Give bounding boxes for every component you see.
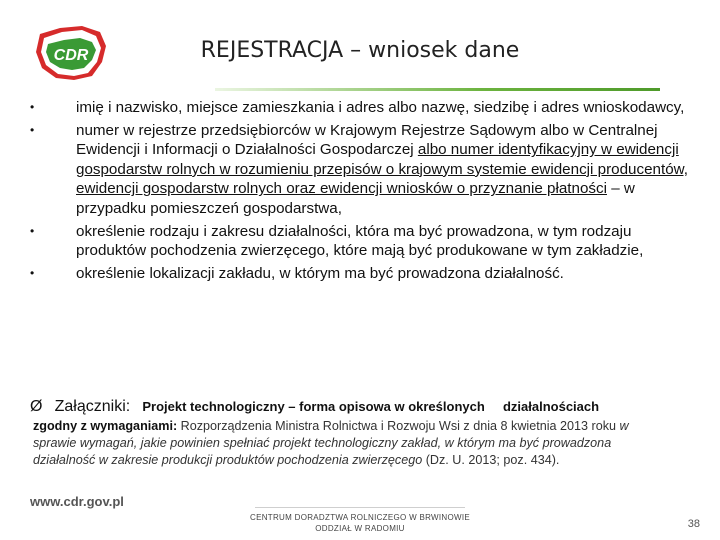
legal-bold: zgodny z wymaganiami: xyxy=(33,419,178,433)
logo-text: CDR xyxy=(53,47,89,64)
list-item xyxy=(30,264,690,284)
title-underline xyxy=(215,88,660,91)
footer-organization xyxy=(230,512,490,534)
footer-line-2: ODDZIAŁ W RADOMIU xyxy=(315,524,405,533)
list-item-text: – w przypadku pomieszczeń gospodarstwa, xyxy=(76,180,635,217)
list-item-text: numer w rejestrze przedsiębiorców w Krajowym Rejestrze Sądowym albo w Centralnej Ewidencji i Informacji o Działalności Gospodarczej xyxy=(76,121,658,159)
legal-part-2: (Dz. U. 2013; poz. 434). xyxy=(422,452,560,467)
bullet-dot-icon: • xyxy=(30,223,35,238)
bullet-dot-icon: • xyxy=(30,122,35,137)
bullet-dot-icon: • xyxy=(30,100,35,114)
legal-reference xyxy=(33,418,673,468)
bullet-dot-icon: • xyxy=(30,265,35,280)
attachments-text-b: działalnościach xyxy=(502,399,600,414)
website-link[interactable]: www.cdr.gov.pl xyxy=(30,494,124,509)
list-item xyxy=(30,222,690,261)
slide-header xyxy=(0,0,720,92)
footer-divider xyxy=(255,507,465,508)
requirements-list xyxy=(30,98,690,286)
list-item-text: albo numer identyfikacyjny w ewidencji gospodarstw rolnych w rozumieniu przepisów o krajowym systemie ewidencji producentów, ewidencji gospodarstw rolnych oraz ewidencji wniosków o przyznanie płatności xyxy=(76,141,688,198)
attachments-label: Załączniki: xyxy=(54,398,131,415)
list-item-text: imię i nazwisko, miejsce zamieszkania i adres albo nazwę, siedzibę i adres wnioskodawcy, xyxy=(76,99,685,116)
legal-part-1: Rozporządzenia Ministra Rolnictwa i Rozwoju Wsi z dnia 8 kwietnia 2013 roku xyxy=(177,419,620,433)
attachments-line xyxy=(30,398,700,416)
list-item-text: określenie lokalizacji zakładu, w którym ma być prowadzona działalność. xyxy=(76,264,564,282)
list-item-text: określenie rodzaju i zakresu działalności, która ma być prowadzona, w tym rodzaju produktów pochodzenia zwierzęcego, które mają być produkowane w tym zakładzie, xyxy=(76,222,644,260)
list-item xyxy=(30,98,690,118)
arrow-bullet-icon: Ø xyxy=(30,398,43,415)
footer-line-1: CENTRUM DORADZTWA ROLNICZEGO W BRWINOWIE xyxy=(250,513,470,522)
page-number: 38 xyxy=(687,518,700,530)
list-item xyxy=(30,121,690,219)
page-title: REJESTRACJA – wniosek dane xyxy=(200,38,520,63)
legal-italic: w sprawie wymagań, jakie powinien spełniać projekt technologiczny zakład, w którym ma być prowadzona działalność w zakresie produkcji produktów pochodzenia zwierzęcego xyxy=(33,419,629,467)
attachments-text-a: Projekt technologiczny – forma opisowa w określonych xyxy=(142,399,485,414)
